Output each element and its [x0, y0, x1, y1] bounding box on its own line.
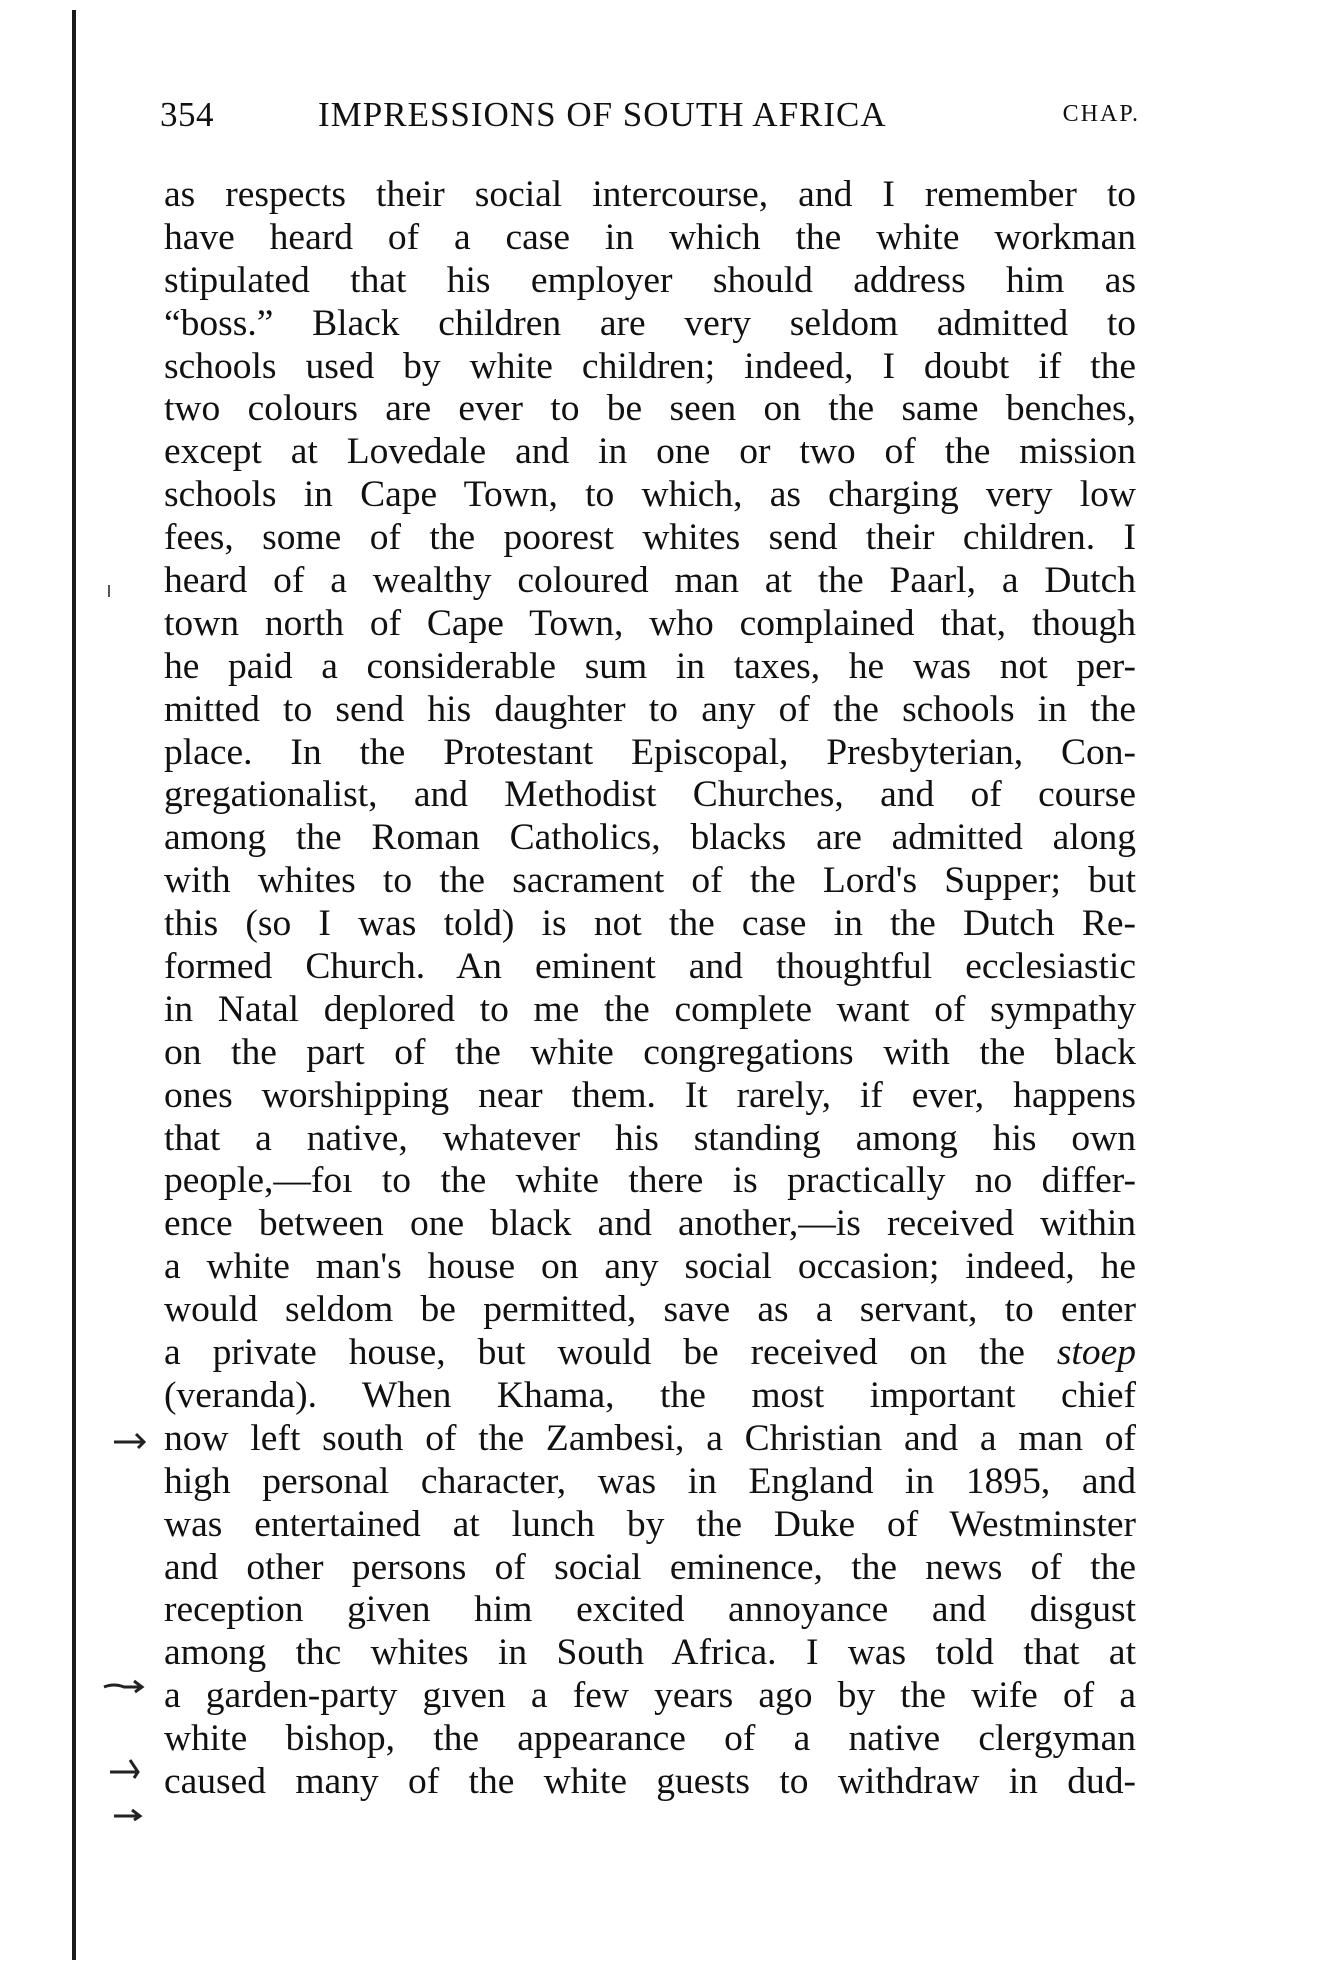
- margin-arrow-mark: [112, 1428, 162, 1452]
- text-line: have heard of a case in which the white workman: [164, 216, 1136, 258]
- text-line: this (so I was told) is not the case in the Dutch Re-: [164, 903, 1136, 945]
- text-line: reception given him excited annoyance and disgust: [164, 1589, 1136, 1631]
- margin-arrow-mark: [108, 1756, 158, 1780]
- italic-word: stoep: [1056, 1332, 1136, 1374]
- text-line: now left south of the Zambesi, a Christian and a man of: [164, 1417, 1136, 1459]
- chapter-abbrev: CHAP.: [1062, 101, 1140, 127]
- text-line: ones worshipping near them. It rarely, if ever, happens: [164, 1074, 1136, 1116]
- text-line: and other persons of social eminence, the news of the: [164, 1546, 1136, 1588]
- running-head: [160, 95, 1140, 139]
- text-line: a garden-party gıven a few years ago by the wife of a: [164, 1675, 1136, 1717]
- text-line: in Natal deplored to me the complete want of sympathy: [164, 988, 1136, 1030]
- text-line: on the part of the white congregations with the black: [164, 1031, 1136, 1073]
- text-line: among the Roman Catholics, blacks are admitted along: [164, 817, 1136, 859]
- text-line: people,—foı to the white there is practically no differ-: [164, 1160, 1136, 1202]
- body-text: [164, 174, 1136, 1804]
- text-line-start: a private house, but would be received on the: [164, 1332, 1025, 1374]
- text-line: schools used by white children; indeed, I doubt if the: [164, 345, 1136, 387]
- text-line: ence between one black and another,—is received within: [164, 1203, 1136, 1245]
- margin-arrow-mark: [102, 1673, 152, 1697]
- text-line: fees, some of the poorest whites send their children. I: [164, 517, 1136, 559]
- margin-marks: [0, 0, 160, 1970]
- text-line: place. In the Protestant Episcopal, Presbyterian, Con-: [164, 731, 1136, 773]
- text-line-with-italic: [164, 1332, 1136, 1375]
- text-line: gregationalist, and Methodist Churches, and of course: [164, 774, 1136, 816]
- text-line: with whites to the sacrament of the Lord's Supper; but: [164, 860, 1136, 902]
- text-line: white bishop, the appearance of a native clergyman: [164, 1718, 1136, 1760]
- text-line: caused many of the white guests to withdraw in dud-: [164, 1760, 1136, 1802]
- text-line: was entertained at lunch by the Duke of Westminster: [164, 1503, 1136, 1545]
- text-line: “boss.” Black children are very seldom admitted to: [164, 302, 1136, 344]
- text-line: two colours are ever to be seen on the same benches,: [164, 388, 1136, 430]
- text-line: high personal character, was in England in 1895, and: [164, 1460, 1136, 1502]
- margin-arrow-mark: [108, 1800, 158, 1824]
- text-line: town north of Cape Town, who complained that, though: [164, 602, 1136, 644]
- text-line: would seldom be permitted, save as a servant, to enter: [164, 1289, 1136, 1331]
- text-line: a white man's house on any social occasion; indeed, he: [164, 1246, 1136, 1288]
- running-title: IMPRESSIONS OF SOUTH AFRICA: [318, 95, 887, 134]
- text-line: formed Church. An eminent and thoughtful ecclesiastic: [164, 946, 1136, 988]
- page-number: 354: [160, 95, 214, 134]
- text-line: except at Lovedale and in one or two of the mission: [164, 431, 1136, 473]
- text-line: heard of a wealthy coloured man at the Paarl, a Dutch: [164, 560, 1136, 602]
- text-line: schools in Cape Town, to which, as charging very low: [164, 474, 1136, 516]
- text-line: mitted to send his daughter to any of the schools in the: [164, 688, 1136, 730]
- text-line: that a native, whatever his standing among his own: [164, 1117, 1136, 1159]
- text-line: as respects their social intercourse, and I remember to: [164, 174, 1136, 215]
- text-line: he paid a considerable sum in taxes, he was not per-: [164, 645, 1136, 687]
- text-line: (veranda). When Khama, the most important chief: [164, 1374, 1136, 1416]
- text-line: among thc whites in South Africa. I was told that at: [164, 1632, 1136, 1674]
- text-line: stipulated that his employer should address him as: [164, 259, 1136, 301]
